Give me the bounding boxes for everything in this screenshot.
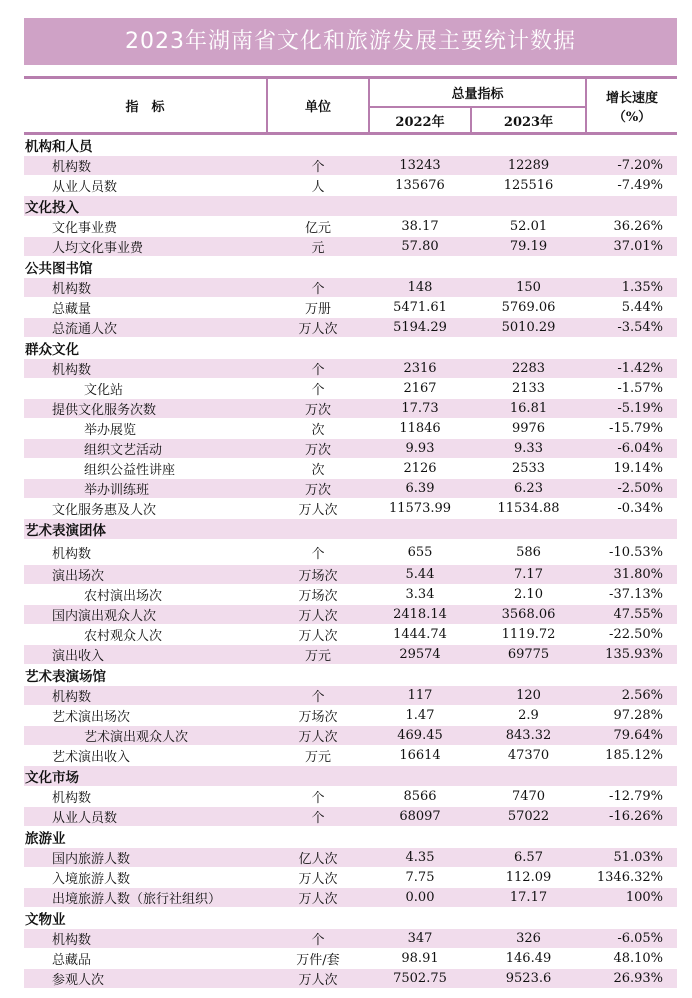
table-row <box>24 686 677 706</box>
section-title: 文物业 <box>24 908 677 929</box>
table-row <box>24 379 677 399</box>
table-row <box>24 706 677 726</box>
row-unit: 万次 <box>267 399 369 419</box>
row-indicator: 艺术演出观众人次 <box>24 726 267 746</box>
header-indicator: 指 标 <box>24 79 267 134</box>
row-indicator: 总流通人次 <box>24 318 267 338</box>
row-indicator: 农村观众人次 <box>24 625 267 645</box>
row-indicator: 举办展览 <box>24 419 267 439</box>
table-row <box>24 565 677 585</box>
row-unit: 人 <box>267 176 369 196</box>
row-growth: 26.93% <box>586 969 677 989</box>
row-value-2023: 69775 <box>471 645 586 665</box>
row-growth: 79.64% <box>586 726 677 746</box>
row-value-2022: 6.39 <box>369 479 471 499</box>
section-row <box>24 257 677 278</box>
row-value-2022: 2126 <box>369 459 471 479</box>
row-unit: 个 <box>267 379 369 399</box>
row-unit: 万人次 <box>267 318 369 338</box>
row-growth: 2.56% <box>586 686 677 706</box>
row-value-2023: 17.17 <box>471 888 586 908</box>
row-value-2023: 52.01 <box>471 217 586 237</box>
section-title: 文化市场 <box>24 766 677 787</box>
row-value-2022: 117 <box>369 686 471 706</box>
row-value-2022: 11846 <box>369 419 471 439</box>
row-unit: 万件/套 <box>267 949 369 969</box>
section-row <box>24 338 677 359</box>
header-growth-label: 增长速度 <box>606 90 659 106</box>
row-growth: -12.79% <box>586 787 677 807</box>
row-growth: -6.05% <box>586 929 677 949</box>
row-indicator: 艺术演出收入 <box>24 746 267 766</box>
row-indicator: 组织公益性讲座 <box>24 459 267 479</box>
row-value-2022: 38.17 <box>369 217 471 237</box>
table-header <box>24 79 677 134</box>
row-growth: 51.03% <box>586 848 677 868</box>
row-growth: -10.53% <box>586 540 677 565</box>
row-value-2023: 6.23 <box>471 479 586 499</box>
row-unit: 万人次 <box>267 499 369 519</box>
row-indicator: 文化站 <box>24 379 267 399</box>
table-row <box>24 848 677 868</box>
table-row <box>24 176 677 196</box>
row-value-2023: 1119.72 <box>471 625 586 645</box>
row-indicator: 艺术演出场次 <box>24 706 267 726</box>
section-row <box>24 519 677 540</box>
row-growth: -2.50% <box>586 479 677 499</box>
row-value-2022: 2167 <box>369 379 471 399</box>
row-indicator: 总藏品 <box>24 949 267 969</box>
row-value-2023: 12289 <box>471 156 586 176</box>
row-unit: 万次 <box>267 479 369 499</box>
row-growth: 1.35% <box>586 278 677 298</box>
row-growth: -6.04% <box>586 439 677 459</box>
row-value-2022: 68097 <box>369 807 471 827</box>
row-value-2023: 47370 <box>471 746 586 766</box>
row-value-2022: 0.00 <box>369 888 471 908</box>
row-indicator: 农村演出场次 <box>24 585 267 605</box>
row-value-2022: 3.34 <box>369 585 471 605</box>
row-value-2022: 5471.61 <box>369 298 471 318</box>
row-growth: 31.80% <box>586 565 677 585</box>
row-unit: 万场次 <box>267 585 369 605</box>
row-value-2022: 13243 <box>369 156 471 176</box>
section-row <box>24 908 677 929</box>
row-unit: 万人次 <box>267 605 369 625</box>
row-indicator: 机构数 <box>24 540 267 565</box>
row-value-2022: 11573.99 <box>369 499 471 519</box>
row-unit: 万元 <box>267 645 369 665</box>
row-indicator: 总藏量 <box>24 298 267 318</box>
row-value-2022: 4.35 <box>369 848 471 868</box>
row-value-2023: 57022 <box>471 807 586 827</box>
row-unit: 个 <box>267 156 369 176</box>
row-value-2023: 112.09 <box>471 868 586 888</box>
statistics-table <box>24 79 677 989</box>
table-row <box>24 479 677 499</box>
row-value-2023: 146.49 <box>471 949 586 969</box>
row-growth: 47.55% <box>586 605 677 625</box>
table-row <box>24 156 677 176</box>
row-value-2023: 843.32 <box>471 726 586 746</box>
row-indicator: 人均文化事业费 <box>24 237 267 257</box>
row-growth: -1.57% <box>586 379 677 399</box>
section-title: 艺术表演场馆 <box>24 665 677 686</box>
row-indicator: 参观人次 <box>24 969 267 989</box>
row-growth: -5.19% <box>586 399 677 419</box>
row-growth: -15.79% <box>586 419 677 439</box>
row-value-2022: 7502.75 <box>369 969 471 989</box>
row-indicator: 从业人员数 <box>24 176 267 196</box>
row-value-2023: 2133 <box>471 379 586 399</box>
table-row <box>24 726 677 746</box>
row-value-2022: 8566 <box>369 787 471 807</box>
section-title: 文化投入 <box>24 196 677 217</box>
section-row <box>24 827 677 848</box>
table-row <box>24 605 677 625</box>
header-year-2023: 2023年 <box>471 107 586 134</box>
table-row <box>24 746 677 766</box>
row-value-2022: 5.44 <box>369 565 471 585</box>
row-value-2023: 326 <box>471 929 586 949</box>
row-growth: -3.54% <box>586 318 677 338</box>
table-row <box>24 585 677 605</box>
row-value-2023: 586 <box>471 540 586 565</box>
row-unit: 次 <box>267 459 369 479</box>
row-value-2022: 5194.29 <box>369 318 471 338</box>
table-row <box>24 645 677 665</box>
table-row <box>24 499 677 519</box>
section-title: 旅游业 <box>24 827 677 848</box>
table-row <box>24 949 677 969</box>
table-row <box>24 359 677 379</box>
row-indicator: 演出收入 <box>24 645 267 665</box>
table-row <box>24 419 677 439</box>
section-row <box>24 665 677 686</box>
row-growth: -1.42% <box>586 359 677 379</box>
row-indicator: 机构数 <box>24 278 267 298</box>
row-unit: 万人次 <box>267 868 369 888</box>
row-value-2023: 2.9 <box>471 706 586 726</box>
row-value-2023: 79.19 <box>471 237 586 257</box>
header-unit: 单位 <box>267 79 369 134</box>
row-indicator: 入境旅游人数 <box>24 868 267 888</box>
row-unit: 万人次 <box>267 888 369 908</box>
row-value-2022: 9.93 <box>369 439 471 459</box>
table-row <box>24 540 677 565</box>
section-row <box>24 196 677 217</box>
row-value-2022: 2316 <box>369 359 471 379</box>
row-value-2022: 148 <box>369 278 471 298</box>
row-value-2023: 120 <box>471 686 586 706</box>
row-value-2022: 1.47 <box>369 706 471 726</box>
row-growth: -37.13% <box>586 585 677 605</box>
row-unit: 万元 <box>267 746 369 766</box>
row-value-2023: 5769.06 <box>471 298 586 318</box>
row-growth: 5.44% <box>586 298 677 318</box>
row-unit: 个 <box>267 359 369 379</box>
statistics-table-frame <box>24 76 677 986</box>
row-unit: 个 <box>267 807 369 827</box>
row-value-2023: 2283 <box>471 359 586 379</box>
section-title: 群众文化 <box>24 338 677 359</box>
row-growth: 1346.32% <box>586 868 677 888</box>
table-row <box>24 237 677 257</box>
row-unit: 万人次 <box>267 625 369 645</box>
table-row <box>24 439 677 459</box>
table-row <box>24 278 677 298</box>
header-growth <box>586 79 677 134</box>
row-value-2022: 16614 <box>369 746 471 766</box>
row-indicator: 国内演出观众人次 <box>24 605 267 625</box>
row-value-2022: 655 <box>369 540 471 565</box>
row-growth: 19.14% <box>586 459 677 479</box>
table-row <box>24 888 677 908</box>
row-growth: -7.49% <box>586 176 677 196</box>
section-title: 艺术表演团体 <box>24 519 677 540</box>
row-indicator: 举办训练班 <box>24 479 267 499</box>
row-value-2022: 1444.74 <box>369 625 471 645</box>
row-growth: 97.28% <box>586 706 677 726</box>
table-row <box>24 807 677 827</box>
row-growth: 100% <box>586 888 677 908</box>
row-growth: 36.26% <box>586 217 677 237</box>
row-value-2023: 2533 <box>471 459 586 479</box>
row-unit: 个 <box>267 929 369 949</box>
row-indicator: 机构数 <box>24 787 267 807</box>
row-value-2023: 150 <box>471 278 586 298</box>
row-unit: 万人次 <box>267 969 369 989</box>
row-unit: 个 <box>267 787 369 807</box>
row-growth: -7.20% <box>586 156 677 176</box>
section-row <box>24 766 677 787</box>
row-value-2023: 9523.6 <box>471 969 586 989</box>
row-unit: 万次 <box>267 439 369 459</box>
row-value-2023: 16.81 <box>471 399 586 419</box>
row-indicator: 提供文化服务次数 <box>24 399 267 419</box>
row-unit: 元 <box>267 237 369 257</box>
row-indicator: 出境旅游人数（旅行社组织） <box>24 888 267 908</box>
row-indicator: 从业人员数 <box>24 807 267 827</box>
row-value-2022: 347 <box>369 929 471 949</box>
row-indicator: 组织文艺活动 <box>24 439 267 459</box>
row-value-2022: 98.91 <box>369 949 471 969</box>
table-row <box>24 868 677 888</box>
row-unit: 万人次 <box>267 726 369 746</box>
row-growth: -22.50% <box>586 625 677 645</box>
row-value-2023: 5010.29 <box>471 318 586 338</box>
row-value-2022: 7.75 <box>369 868 471 888</box>
row-value-2022: 57.80 <box>369 237 471 257</box>
header-total-indicator: 总量指标 <box>369 79 586 107</box>
row-value-2022: 29574 <box>369 645 471 665</box>
section-title: 公共图书馆 <box>24 257 677 278</box>
row-growth: 48.10% <box>586 949 677 969</box>
row-indicator: 机构数 <box>24 929 267 949</box>
row-value-2023: 3568.06 <box>471 605 586 625</box>
row-indicator: 演出场次 <box>24 565 267 585</box>
row-value-2023: 7470 <box>471 787 586 807</box>
row-value-2023: 9976 <box>471 419 586 439</box>
row-value-2022: 2418.14 <box>369 605 471 625</box>
row-unit: 亿人次 <box>267 848 369 868</box>
row-value-2022: 135676 <box>369 176 471 196</box>
row-unit: 亿元 <box>267 217 369 237</box>
row-unit: 个 <box>267 686 369 706</box>
row-unit: 万册 <box>267 298 369 318</box>
row-unit: 万场次 <box>267 706 369 726</box>
section-row <box>24 134 677 156</box>
row-value-2023: 11534.88 <box>471 499 586 519</box>
row-unit: 万场次 <box>267 565 369 585</box>
table-body <box>24 134 677 989</box>
row-growth: -16.26% <box>586 807 677 827</box>
table-row <box>24 625 677 645</box>
table-row <box>24 298 677 318</box>
row-indicator: 机构数 <box>24 686 267 706</box>
table-row <box>24 969 677 989</box>
row-value-2023: 9.33 <box>471 439 586 459</box>
table-row <box>24 399 677 419</box>
table-row <box>24 929 677 949</box>
row-value-2023: 7.17 <box>471 565 586 585</box>
table-row <box>24 787 677 807</box>
row-indicator: 国内旅游人数 <box>24 848 267 868</box>
row-value-2022: 17.73 <box>369 399 471 419</box>
row-value-2023: 125516 <box>471 176 586 196</box>
table-row <box>24 318 677 338</box>
row-indicator: 机构数 <box>24 359 267 379</box>
section-title: 机构和人员 <box>24 134 677 156</box>
row-unit: 次 <box>267 419 369 439</box>
header-growth-unit: （%） <box>612 109 652 125</box>
row-indicator: 文化服务惠及人次 <box>24 499 267 519</box>
row-value-2023: 6.57 <box>471 848 586 868</box>
table-row <box>24 217 677 237</box>
row-unit: 个 <box>267 278 369 298</box>
row-unit: 个 <box>267 540 369 565</box>
row-value-2023: 2.10 <box>471 585 586 605</box>
page-title: 2023年湖南省文化和旅游发展主要统计数据 <box>24 18 677 65</box>
row-indicator: 文化事业费 <box>24 217 267 237</box>
row-value-2022: 469.45 <box>369 726 471 746</box>
row-growth: 37.01% <box>586 237 677 257</box>
row-growth: 185.12% <box>586 746 677 766</box>
header-year-2022: 2022年 <box>369 107 471 134</box>
row-growth: 135.93% <box>586 645 677 665</box>
row-growth: -0.34% <box>586 499 677 519</box>
table-row <box>24 459 677 479</box>
row-indicator: 机构数 <box>24 156 267 176</box>
